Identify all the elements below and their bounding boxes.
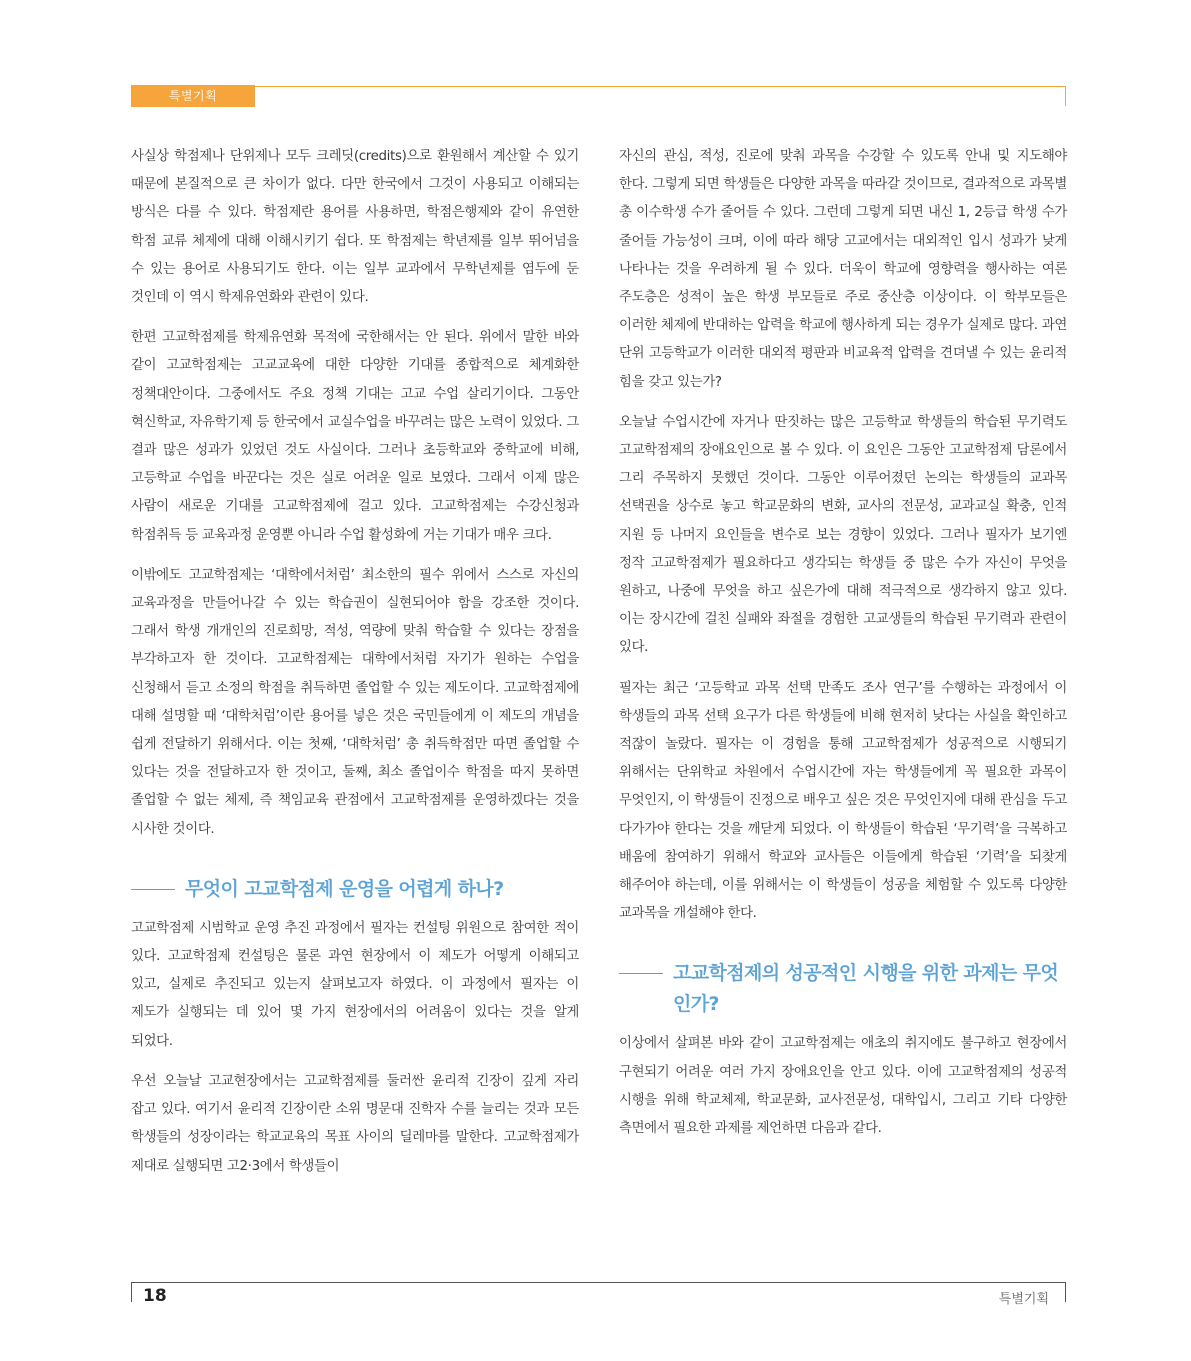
section-tab: 특별기획 xyxy=(131,85,255,107)
body-paragraph: 자신의 관심, 적성, 진로에 맞춰 과목을 수강할 수 있도록 안내 및 지도해야 한다. 그렇게 되면 학생들은 다양한 과목을 따라갈 것이므로, 결과적으로 과목별 총 이수학생 수가 줄어들 수 있다. 그런데 그렇게 되면 내신 1, 2등급 학생 수가 줄어들 가능성이 크며, 이에 따라 해당 고교에서는 대외적인 입시 성과가 낮게 나타나는 것을 우려하게 될 수 있다. 더욱이 학교에 영향력을 행사하는 여론 주도층은 성적이 높은 학생 부모들로 주로 중산층 이상이다. 이 학부모들은 이러한 체제에 반대하는 압력을 학교에 행사하게 되는 경우가 실제로 많다. 과연 단위 고등학교가 이러한 대외적 평판과 비교육적 압력을 견뎌낼 수 있는 윤리적 힘을 갖고 있는가? xyxy=(619,149,1067,390)
footer-rule-end xyxy=(1065,1282,1066,1302)
body-paragraph: 한편 고교학점제를 학제유연화 목적에 국한해서는 안 된다. 위에서 말한 바와 같이 고교학점제는 고교교육에 대한 다양한 기대를 종합적으로 체계화한 정책대안이다. 그중에서도 주요 정책 기대는 고교 수업 살리기이다. 그동안 혁신학교, 자유학기제 등 한국에서 교실수업을 바꾸려는 많은 노력이 있었다. 그 결과 많은 성과가 있었던 것도 사실이다. 그러나 초등학교와 중학교에 비해, 고등학교 수업을 바꾼다는 것은 실로 어려운 일로 보였다. 그래서 이제 많은 사람이 새로운 기대를 고교학점제에 걸고 있다. 고교학점제는 수강신청과 학점취득 등 교육과정 운영뿐 아니라 수업 활성화에 거는 기대가 매우 크다. xyxy=(131,330,579,543)
section-heading-text: 고교학점제의 성공적인 시행을 위한 과제는 무엇인가? xyxy=(673,962,1059,1016)
section-heading xyxy=(619,958,1067,1020)
body-paragraph: 우선 오늘날 고교현장에서는 고교학점제를 둘러싼 윤리적 긴장이 깊게 자리 잡고 있다. 여기서 윤리적 긴장이란 소위 명문대 진학자 수를 늘리는 것과 모든 학생들의 성장이라는 학교교육의 목표 사이의 딜레마를 말한다. 고교학점제가 제대로 실행되면 고2·3에서 학생들이 xyxy=(131,1073,579,1174)
body-paragraph: 필자는 최근 ‘고등학교 과목 선택 만족도 조사 연구’를 수행하는 과정에서 이 학생들의 과목 선택 요구가 다른 학생들에 비해 현저히 낮다는 사실을 확인하고 적잖이 놀랐다. 필자는 이 경험을 통해 고교학점제가 성공적으로 시행되기 위해서는 단위학교 차원에서 수업시간에 자는 학생들에게 꼭 필요한 과목이 무엇인지, 이 학생들이 진정으로 배우고 싶은 것은 무엇인지에 대해 관심을 두고 다가가야 한다는 것을 깨닫게 되었다. 이 학생들이 학습된 ‘무기력’을 극복하고 배움에 참여하기 위해서 학교와 교사들은 이들에게 학습된 ‘기력’을 되찾게 해주어야 하는데, 이를 위해서는 이 학생들이 성공을 체험할 수 있도록 다양한 교과목을 개설해야 한다. xyxy=(619,680,1067,922)
body-paragraph: 고교학점제 시범학교 운영 추진 과정에서 필자는 컨설팅 위원으로 참여한 적이 있다. 고교학점제 컨설팅은 물론 과연 현장에서 이 제도가 어떻게 이해되고 있고, 실제로 추진되고 있는지 살펴보고자 하였다. 이 과정에서 필자는 이 제도가 실행되는 데 있어 몇 가지 현장에서의 어려움이 있다는 것을 알게 되었다. xyxy=(131,920,579,1049)
footer-rule-start xyxy=(131,1282,132,1302)
body-paragraph: 오늘날 수업시간에 자거나 딴짓하는 많은 고등학교 학생들의 학습된 무기력도 고교학점제의 장애요인으로 볼 수 있다. 이 요인은 그동안 고교학점제 담론에서 그리 주목하지 못했던 것이다. 그동안 이루어졌던 논의는 학생들의 교과목 선택권을 상수로 놓고 학교문화의 변화, 교사의 전문성, 교과교실 확충, 인적 지원 등 나머지 요인들을 변수로 보는 경향이 있었다. 그러나 필자가 보기엔 정작 고교학점제가 필요하다고 생각되는 학생들 중 많은 수가 자신이 무엇을 원하고, 나중에 무엇을 하고 싶은가에 대해 적극적으로 생각하지 않고 있다. 이는 장시간에 걸친 실패와 좌절을 경험한 고교생들의 학습된 무기력과 관련이 있다. xyxy=(619,414,1067,656)
body-paragraph: 이상에서 살펴본 바와 같이 고교학점제는 애초의 취지에도 불구하고 현장에서 구현되기 어려운 여러 가지 장애요인을 안고 있다. 이에 고교학점제의 성공적 시행을 위해 학교체제, 학교문화, 교사전문성, 대학입시, 그리고 기타 다양한 측면에서 필요한 과제를 제언하면 다음과 같다. xyxy=(619,1036,1067,1137)
left-column xyxy=(131,143,579,1193)
section-heading-text: 무엇이 고교학점제 운영을 어렵게 하나? xyxy=(185,877,504,900)
body-paragraph: 사실상 학점제나 단위제나 모두 크레딧(credits)으로 환원해서 계산할 수 있기 때문에 본질적으로 큰 차이가 없다. 다만 한국에서 그것이 사용되고 이해되는 방식은 다를 수 있다. 학점제란 용어를 사용하면, 학점은행제와 같이 유연한 학점 교류 체제에 대해 이해시키기 쉽다. 또 학점제는 학년제를 일부 뛰어넘을 수 있는 용어로 사용되기도 한다. 이는 일부 교과에서 무학년제를 염두에 둔 것인데 이 역시 학제유연화와 관련이 있다. xyxy=(131,149,579,306)
heading-dash xyxy=(619,973,663,974)
section-heading xyxy=(131,874,579,905)
header-rule-end xyxy=(1065,86,1066,106)
heading-dash xyxy=(131,889,175,890)
header-rule xyxy=(255,86,1065,87)
footer-rule xyxy=(131,1282,1065,1283)
footer-section-label: 특별기획 xyxy=(998,1292,1049,1307)
body-paragraph: 이밖에도 고교학점제는 ‘대학에서처럼’ 최소한의 필수 위에서 스스로 자신의 교육과정을 만들어나갈 수 있는 학습권이 실현되어야 함을 강조한 것이다. 그래서 학생 개개인의 진로희망, 적성, 역량에 맞춰 학습할 수 있다는 장점을 부각하고자 한 것이다. 고교학점제는 대학에서처럼 자기가 원하는 수업을 신청해서 듣고 소정의 학점을 취득하면 졸업할 수 있는 제도이다. 고교학점제에 대해 설명할 때 ‘대학처럼’이란 용어를 넣은 것은 국민들에게 이 제도의 개념을 쉽게 전달하기 위해서다. 이는 첫째, ‘대학처럼’ 총 취득학점만 따면 졸업할 수 있다는 것을 전달하고자 한 것이고, 둘째, 최소 졸업이수 학점을 따지 못하면 졸업할 수 없는 체제, 즉 책임교육 관점에서 고교학점제를 운영하겠다는 것을 시사한 것이다. xyxy=(131,567,579,837)
page-number: 18 xyxy=(143,1286,167,1306)
right-column xyxy=(619,143,1067,1155)
